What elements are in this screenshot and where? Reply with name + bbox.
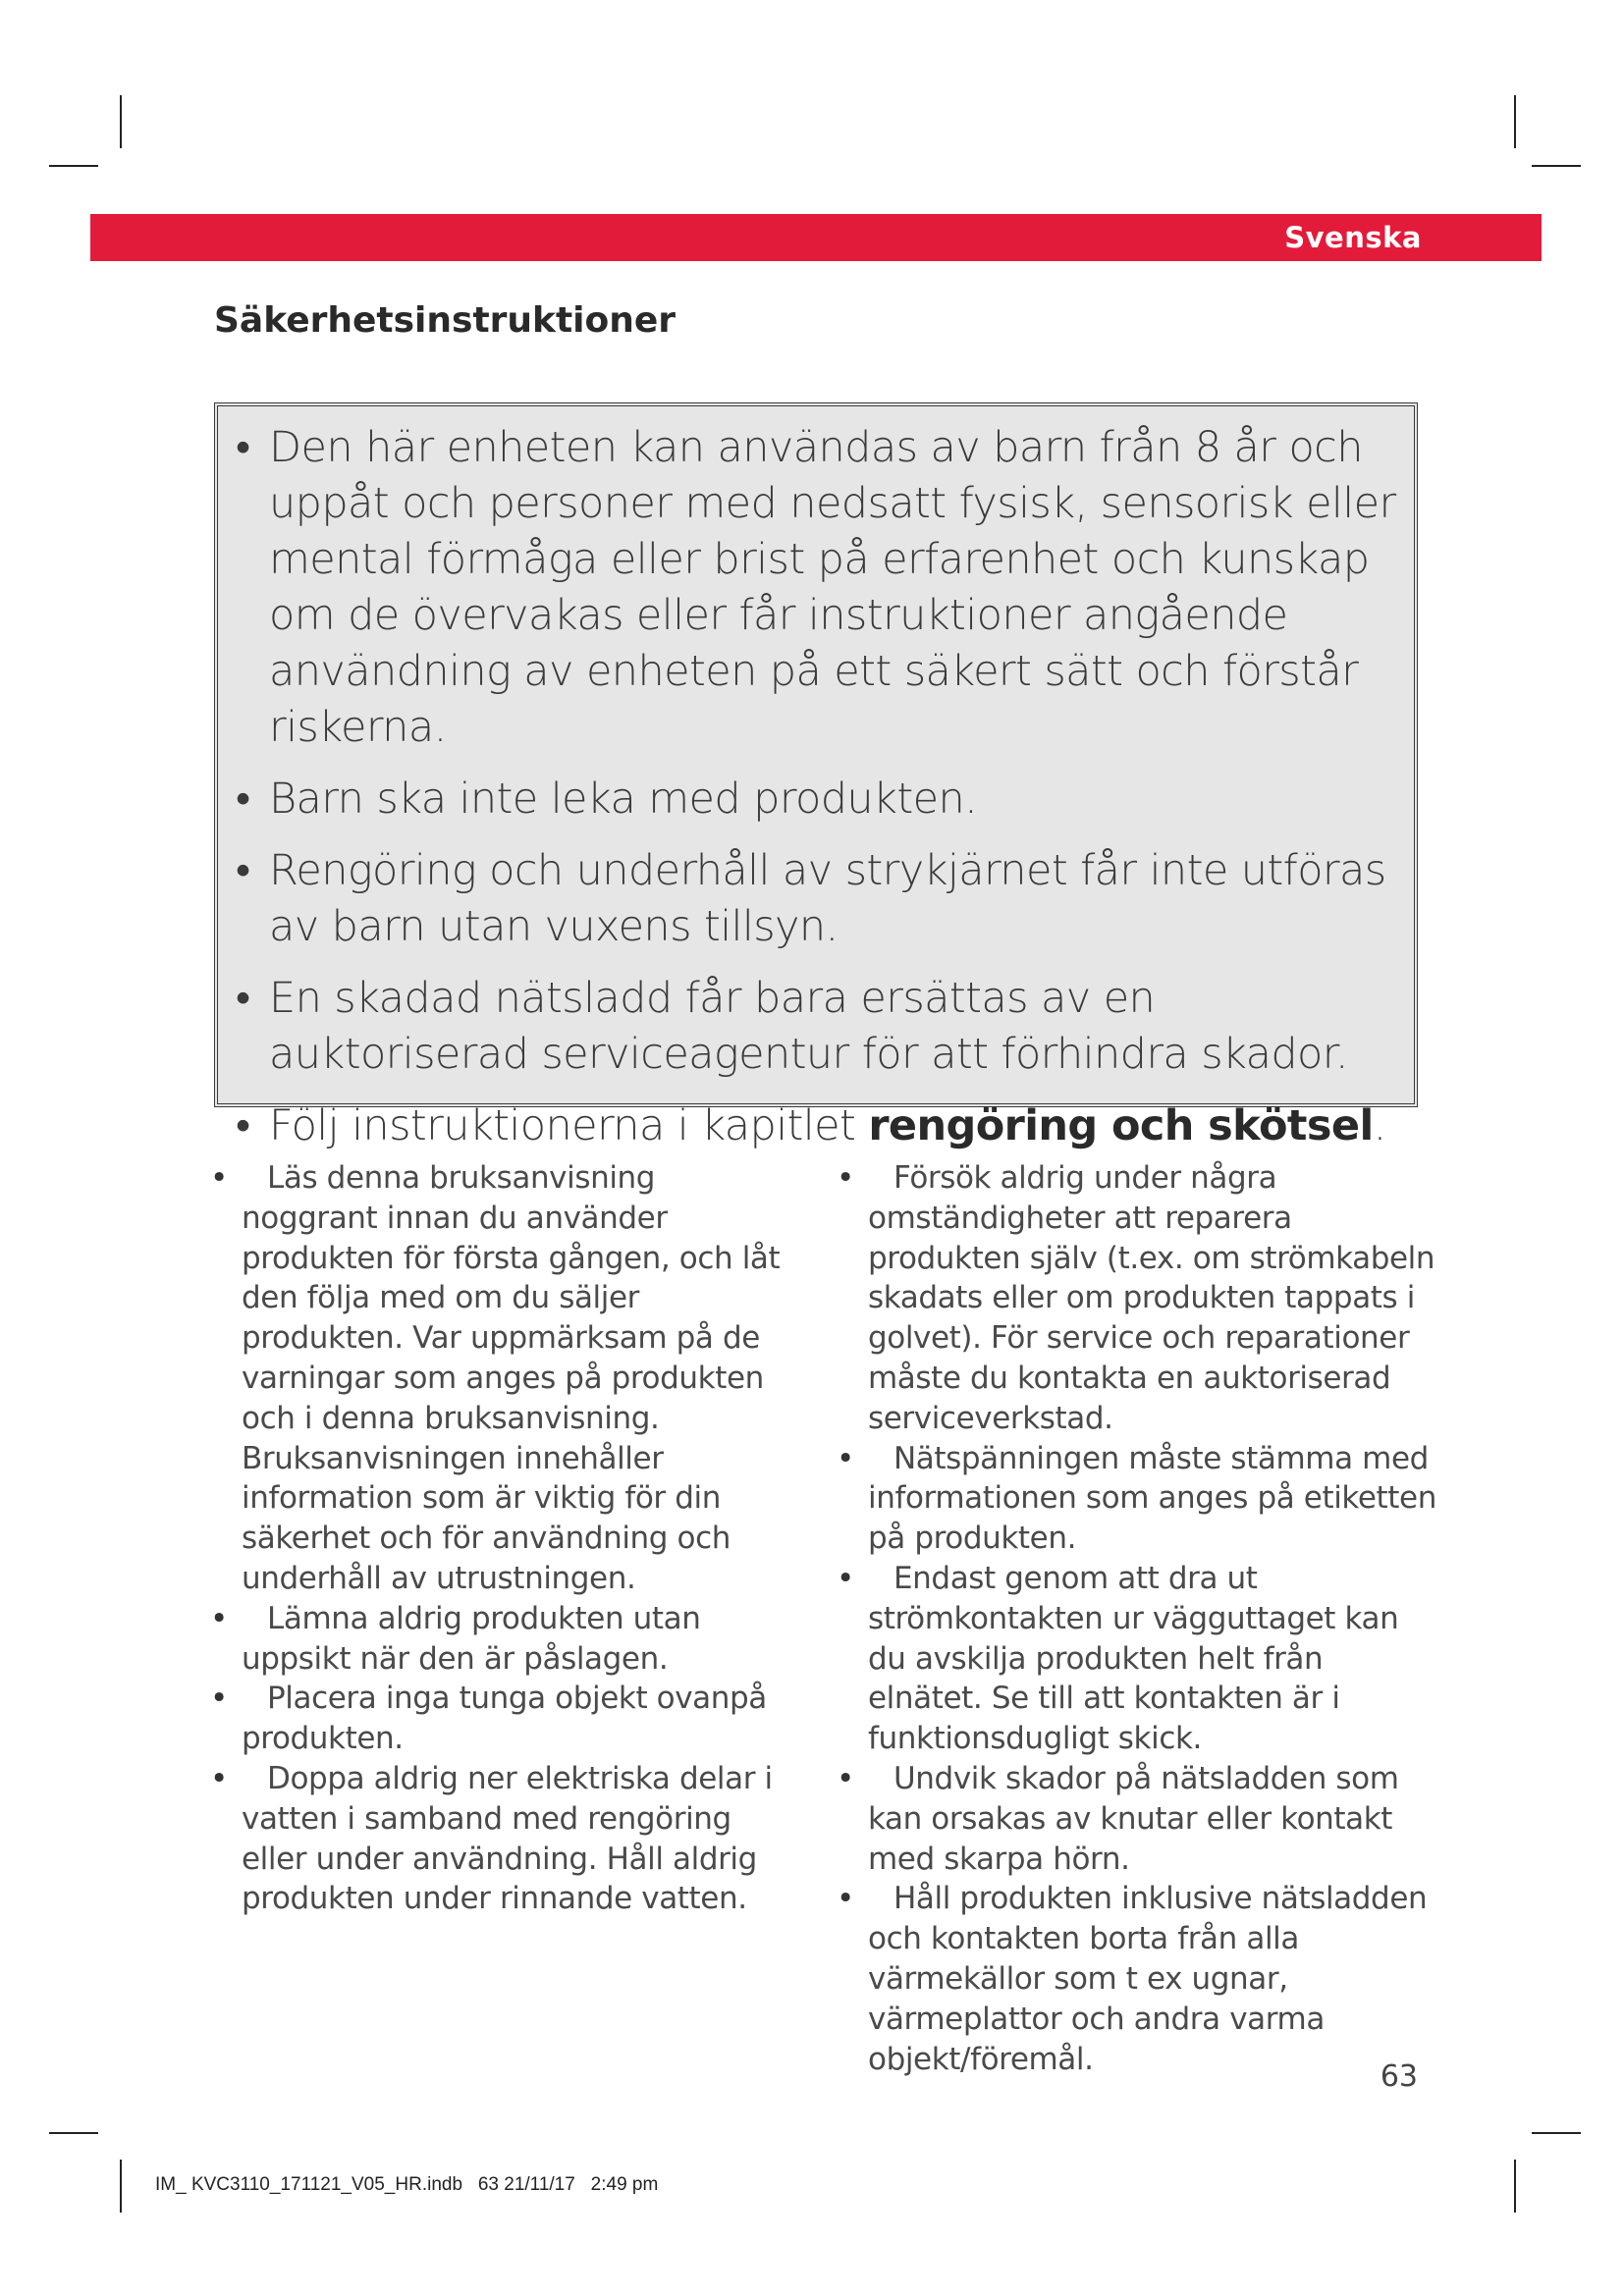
callout-item-text: Följ instruktionerna i kapitlet xyxy=(269,1101,869,1150)
list-item-text: Endast genom att dra ut strömkontakten ur vägguttaget kan du avskilja produkten helt från elnätet. Se till att kontakten är i funktionsdugligt skick. xyxy=(868,1560,1399,1757)
callout-item: • Barn ska inte leka med produkten. xyxy=(236,772,1398,828)
crop-mark-bottom-left-vertical xyxy=(120,2160,122,2213)
language-banner xyxy=(90,214,1542,261)
callout-list xyxy=(236,420,1398,1154)
callout-item: • Rengöring och underhåll av strykjärnet får inte utföras av barn utan vuxens tillsyn. xyxy=(236,843,1398,955)
list-item-text: Placera inga tunga objekt ovanpå produkten. xyxy=(242,1681,767,1757)
list-item-text: Undvik skador på nätsladden som kan orsakas av knutar eller kontakt med skarpa hörn. xyxy=(868,1760,1399,1877)
list-item xyxy=(837,1439,1445,1559)
left-bullet-list xyxy=(210,1158,799,1919)
crop-mark-bottom-right-vertical xyxy=(1514,2160,1516,2213)
print-footer: IM_ KVC3110_171121_V05_HR.indb 63 21/11/17 2:49 pm xyxy=(155,2174,659,2195)
callout-item-bold-chapter: rengöring och skötsel xyxy=(868,1101,1374,1150)
list-item xyxy=(210,1599,799,1680)
crop-mark-top-left-horizontal xyxy=(49,165,98,167)
list-item xyxy=(210,1759,799,1919)
crop-mark-top-right-vertical xyxy=(1514,95,1516,148)
left-column xyxy=(210,1158,799,1919)
page-title: Säkerhetsinstruktioner xyxy=(214,300,677,341)
crop-mark-bottom-left-horizontal xyxy=(49,2132,98,2134)
callout-item: • En skadad nätsladd får bara ersättas av en auktoriserad serviceagentur för att förhindra skador. xyxy=(236,971,1398,1083)
right-column xyxy=(837,1158,1445,2079)
list-item xyxy=(837,1879,1445,2079)
list-item-text: Försök aldrig under några omständigheter att reparera produkten själv (t.ex. om strömkabeln skadats eller om produkten tappats i golvet). För service och reparationer måste du kontakta en auktoriserad serviceverkstad. xyxy=(868,1160,1435,1436)
list-item-text: Håll produkten inklusive nätsladden och kontakten borta från alla värmekällor som t ex ugnar, värmeplattor och andra varma objekt/föremål. xyxy=(868,1881,1428,2077)
callout-item: • Den här enheten kan användas av barn från 8 år och uppåt och personer med nedsatt fysisk, sensorisk eller mental förmåga eller brist på erfarenhet och kunskap om de övervakas eller får instruktioner angående användning av enheten på ett säkert sätt och förstår riskerna. xyxy=(236,420,1398,756)
list-item xyxy=(210,1158,799,1599)
list-item xyxy=(210,1679,799,1759)
callout-item-punct: . xyxy=(1373,1101,1386,1150)
crop-mark-bottom-right-horizontal xyxy=(1532,2132,1581,2134)
list-item-text: Lämna aldrig produkten utan uppsikt när den är påslagen. xyxy=(242,1600,701,1677)
list-item-text: Doppa aldrig ner elektriska delar i vatten i samband med rengöring eller under användning. Håll aldrig produkten under rinnande vatten. xyxy=(242,1760,773,1917)
language-label: Svenska xyxy=(1284,221,1422,254)
safety-callout-box xyxy=(214,402,1418,1150)
list-item xyxy=(837,1759,1445,1879)
list-item-text: Läs denna bruksanvisning noggrant innan du använder produkten för första gången, och låt den följa med om du säljer produkten. Var uppmärksam på de varningar som anges på produkten och i denna bruksanvisning. Bruksanvisningen innehåller information som är viktig för din säkerhet och för användning och underhåll av utrustningen. xyxy=(242,1160,781,1596)
crop-mark-top-right-horizontal xyxy=(1532,165,1581,167)
list-item xyxy=(837,1559,1445,1759)
right-bullet-list xyxy=(837,1158,1445,2079)
page-number: 63 xyxy=(1380,2059,1418,2094)
callout-item xyxy=(236,1098,1398,1154)
crop-mark-top-left-vertical xyxy=(120,95,122,148)
list-item-text: Nätspänningen måste stämma med informationen som anges på etiketten på produkten. xyxy=(868,1440,1436,1557)
list-item xyxy=(837,1158,1445,1439)
